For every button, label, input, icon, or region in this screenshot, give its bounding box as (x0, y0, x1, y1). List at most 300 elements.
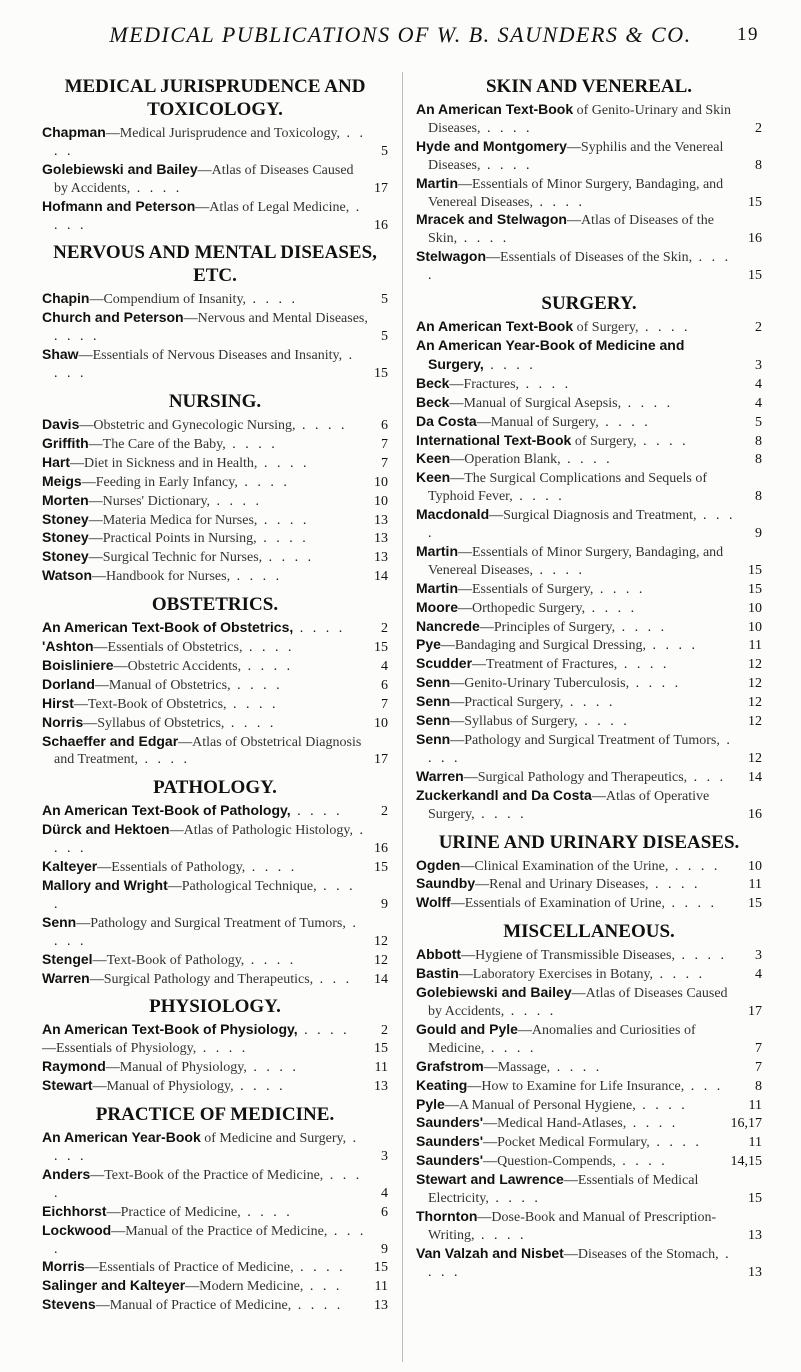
entry-page-number: 15 (374, 640, 388, 656)
catalog-entry: Keen—The Surgical Complications and Sequels of Typhoid Fever, . . . . 8 (416, 469, 762, 505)
entry-page-number: 14 (748, 769, 762, 785)
catalog-entry: Thornton—Dose-Book and Manual of Prescription-Writing, . . . . 13 (416, 1207, 762, 1243)
entry-author: Gould and Pyle (416, 1020, 518, 1037)
entry-author: Senn (416, 674, 451, 691)
entry-title: Pathology and Surgical Treatment of Tumors, (90, 915, 346, 931)
entry-author: 'Ashton (42, 638, 94, 655)
entry-title: Text-Book of Obstetrics, (87, 696, 227, 712)
entry-page-number: 7 (381, 696, 388, 712)
entry-title: of Medicine and Surgery, (204, 1131, 347, 1147)
entry-author: Senn (416, 731, 451, 747)
entry-page-number: 17 (374, 752, 388, 768)
entry-title: Operation Blank, (464, 452, 561, 468)
entry-author: Salinger and Kalteyer (42, 1277, 186, 1294)
catalog-entry: Dorland—Manual of Obstetrics, . . . . 6 (42, 675, 388, 693)
entry-title: Modern Medicine, (199, 1279, 304, 1295)
entry-page-number: 13 (374, 531, 388, 547)
entry-author: Senn (416, 693, 451, 710)
entry-author: Martin (416, 542, 458, 559)
catalog-entry: Senn—Syllabus of Surgery, . . . . 12 (416, 712, 762, 730)
catalog-entry: Watson—Handbook for Nurses, . . . . 14 (42, 567, 388, 585)
entry-title: Practical Points in Nursing, (102, 531, 257, 547)
entry-page-number: 12 (748, 750, 762, 766)
catalog-entry: Stoney—Surgical Technic for Nurses, . . . . 13 (42, 548, 388, 566)
catalog-entry: Wolff—Essentials of Examination of Urine, . . . . 15 (416, 894, 762, 912)
entry-page-number: 4 (755, 967, 762, 983)
entry-author: Saunders' (416, 1114, 484, 1131)
catalog-entry: Hart—Diet in Sickness and in Health, . . . . 7 (42, 453, 388, 471)
entry-author: Stevens (42, 1296, 96, 1313)
entry-title: Genito-Urinary Tuberculosis, (464, 676, 630, 692)
catalog-entry: An American Text-Book of Pathology, . . . . 2 (42, 802, 388, 820)
entry-page-number: 7 (381, 436, 388, 452)
entry-title: Diseases of the Stomach, (577, 1246, 719, 1262)
entry-title: Pathological Technique, (181, 879, 317, 894)
entry-page-number: 9 (381, 1241, 388, 1257)
entry-title: Manual of Physiology, (119, 1060, 247, 1076)
entry-title: Bandaging and Surgical Dressing, (454, 638, 646, 654)
catalog-entry: Salinger and Kalteyer—Modern Medicine, . . . 11 (42, 1277, 388, 1295)
catalog-entry: —Essentials of Physiology, . . . . 15 (42, 1041, 388, 1057)
entry-title: Text-Book of the Practice of Medicine, (104, 1167, 324, 1183)
entry-title: Practical Surgery, (464, 695, 564, 711)
entry-title: Essentials of Examination of Urine, (464, 896, 665, 912)
entry-page-number: 4 (755, 376, 762, 392)
entry-title: Obstetric Accidents, (127, 658, 242, 674)
entry-title: Essentials of Nervous Diseases and Insanity, (92, 348, 343, 364)
entry-title: Surgical Pathology and Therapeutics, (103, 971, 314, 987)
entry-page-number: 7 (381, 455, 388, 471)
entry-page-number: 15 (748, 581, 762, 597)
entry-page-number: 5 (755, 414, 762, 430)
entry-title: Principles of Surgery, (493, 619, 616, 635)
entry-author: Dorland (42, 675, 95, 692)
entry-author: Watson (42, 567, 93, 584)
catalog-entry: An American Text-Book of Surgery, . . . . 2 (416, 318, 762, 336)
entry-author: Stoney (42, 510, 89, 527)
entry-page-number: 10 (374, 474, 388, 490)
entry-author: Anders (42, 1165, 91, 1182)
entry-page-number: 3 (381, 1148, 388, 1164)
catalog-entry: Martin—Essentials of Minor Surgery, Bandaging, and Venereal Diseases, . . . . 15 (416, 542, 762, 578)
entry-page-number: 15 (748, 896, 762, 912)
entry-author: Saundby (416, 875, 476, 892)
catalog-entry: Senn—Pathology and Surgical Treatment of Tumors, . . . . 12 (42, 913, 388, 949)
catalog-entry: Senn—Genito-Urinary Tuberculosis, . . . . 12 (416, 674, 762, 692)
entry-author: Golebiewski and Bailey (42, 160, 198, 177)
entry-page-number: 2 (381, 804, 388, 820)
entry-title: A Manual of Personal Hygiene, (458, 1097, 636, 1113)
entry-author: An American Year-Book of Medicine and Surgery, (416, 336, 685, 372)
entry-title: Pathology and Surgical Treatment of Tumors, (464, 733, 720, 748)
entry-page-number: 2 (381, 621, 388, 637)
entry-title: Essentials of Practice of Medicine, (98, 1260, 294, 1276)
entry-title: Essentials of Minor Surgery, Bandaging, and Venereal Diseases, (428, 176, 724, 210)
entry-page-number: 16 (748, 806, 762, 822)
entry-title: Manual of Practice of Medicine, (109, 1298, 292, 1314)
catalog-entry: Stewart—Manual of Physiology, . . . . 13 (42, 1077, 388, 1095)
entry-author: Pye (416, 636, 441, 653)
entry-author: Stelwagon (416, 248, 487, 265)
catalog-entry: Morten—Nurses' Dictionary, . . . . 10 (42, 491, 388, 509)
entry-page-number: 11 (748, 1135, 762, 1151)
entry-author: Hyde and Montgomery (416, 137, 567, 154)
entry-title: Manual of Obstetrics, (108, 677, 231, 693)
entry-page-number: 14 (374, 971, 388, 987)
page-number: 19 (737, 24, 759, 45)
entry-title: Anomalies and Curiosities of Medicine, (428, 1022, 696, 1056)
entry-author: Stoney (42, 548, 89, 565)
entry-author: Norris (42, 713, 84, 730)
catalog-entry: Schaeffer and Edgar—Atlas of Obstetrical Diagnosis and Treatment, . . . . 17 (42, 732, 388, 768)
catalog-entry: Gould and Pyle—Anomalies and Curiosities of Medicine, . . . . 7 (416, 1020, 762, 1056)
catalog-entry: Raymond—Manual of Physiology, . . . . 11 (42, 1058, 388, 1076)
left-column (42, 68, 388, 1315)
entry-author: Senn (42, 913, 77, 930)
catalog-entry: Senn—Practical Surgery, . . . . 12 (416, 693, 762, 711)
catalog-entry: Stewart and Lawrence—Essentials of Medical Electricity, . . . . 15 (416, 1171, 762, 1207)
entry-title: Renal and Urinary Diseases, (489, 877, 649, 893)
entry-author: An American Text-Book of Obstetrics, (42, 619, 294, 636)
entry-author: Ogden (416, 856, 461, 873)
entry-author: Boisliniere (42, 656, 114, 673)
entry-title: Essentials of Obstetrics, (107, 640, 243, 656)
entry-title: Syllabus of Surgery, (464, 714, 578, 730)
entry-author: Keen (416, 469, 451, 486)
catalog-entry: Warren—Surgical Pathology and Therapeutics, . . . 14 (42, 969, 388, 987)
entry-author: Zuckerkandl and Da Costa (416, 786, 592, 803)
entry-title: Treatment of Fractures, (486, 657, 618, 673)
catalog-entry: Stengel—Text-Book of Pathology, . . . . 12 (42, 950, 388, 968)
entry-page-number: 8 (755, 157, 762, 173)
catalog-entry: Keating—How to Examine for Life Insurance, . . . 8 (416, 1076, 762, 1094)
entry-title: Atlas of Pathologic Histology, (183, 823, 354, 839)
entry-title: Materia Medica for Nurses, (102, 512, 258, 528)
catalog-entry: Zuckerkandl and Da Costa—Atlas of Operative Surgery, . . . . 16 (416, 786, 762, 822)
entry-title: Practice of Medicine, (120, 1204, 241, 1220)
entry-author: Eichhorst (42, 1202, 107, 1219)
entry-title: Diet in Sickness and in Health, (84, 455, 258, 471)
entry-page-number: 2 (755, 320, 762, 336)
entry-title: Text-Book of Pathology, (106, 952, 245, 968)
section-heading: PATHOLOGY. (153, 777, 277, 799)
catalog-entry: International Text-Book of Surgery, . . . . 8 (416, 431, 762, 449)
entry-title: Syllabus of Obstetrics, (97, 715, 225, 731)
entry-title: Essentials of Pathology, (111, 860, 246, 876)
entry-page-number: 14,15 (730, 1154, 762, 1170)
entry-title: of Surgery, (574, 433, 637, 449)
catalog-entry: Griffith—The Care of the Baby, . . . . 7 (42, 434, 388, 452)
entry-title: Atlas of Obstetrical Diagnosis and Treatment, (54, 734, 362, 768)
entry-title: Surgical Diagnosis and Treatment, (503, 508, 697, 524)
entry-page-number: 10 (374, 493, 388, 509)
entry-author: An American Text-Book (416, 101, 574, 117)
entry-author: Pyle (416, 1095, 445, 1112)
catalog-entry: An American Text-Book of Obstetrics, . . . . 2 (42, 619, 388, 637)
entry-title: Nurses' Dictionary, (102, 493, 211, 509)
catalog-entry: Norris—Syllabus of Obstetrics, . . . . 10 (42, 713, 388, 731)
catalog-entry: Martin—Essentials of Surgery, . . . . 15 (416, 579, 762, 597)
entry-page-number: 12 (374, 952, 388, 968)
entry-page-number: 12 (748, 676, 762, 692)
entry-author: Davis (42, 415, 80, 432)
entry-page-number: 11 (748, 877, 762, 893)
catalog-entry: Beck—Fractures, . . . . 4 (416, 374, 762, 392)
catalog-entry: Beck—Manual of Surgical Asepsis, . . . . 4 (416, 393, 762, 411)
entry-page-number: 15 (374, 366, 388, 382)
entry-title: Compendium of Insanity, (103, 292, 247, 308)
catalog-entry: An American Text-Book of Physiology, . . . . 2 (42, 1021, 388, 1039)
entry-title: The Care of the Baby, (102, 436, 226, 452)
catalog-entry: Moore—Orthopedic Surgery, . . . . 10 (416, 598, 762, 616)
entry-author: Thornton (416, 1207, 478, 1224)
entry-title: Essentials of Diseases of the Skin, (500, 250, 693, 266)
entry-author: Warren (42, 969, 90, 986)
entry-title: Massage, (497, 1059, 551, 1075)
entry-title: Dose-Book and Manual of Prescription-Writing, (428, 1209, 717, 1243)
entry-author: An American Text-Book (416, 318, 574, 335)
entry-page-number: 10 (374, 715, 388, 731)
entry-page-number: 16 (374, 217, 388, 233)
entry-page-number: 5 (381, 329, 388, 345)
entry-page-number: 15 (374, 1041, 388, 1057)
entry-title: Manual of Physiology, (106, 1079, 234, 1095)
entry-author: Raymond (42, 1058, 106, 1075)
entry-page-number: 13 (748, 1264, 762, 1280)
entry-page-number: 11 (374, 1060, 388, 1076)
entry-author: Macdonald (416, 506, 490, 523)
entry-author: Hirst (42, 694, 74, 711)
catalog-entry: Hofmann and Peterson—Atlas of Legal Medicine, . . . . 16 (42, 197, 388, 233)
catalog-entry: Da Costa—Manual of Surgery, . . . . 5 (416, 412, 762, 430)
entry-page-number: 13 (748, 1227, 762, 1243)
entry-author: Wolff (416, 894, 451, 911)
right-column (416, 68, 762, 1282)
entry-page-number: 2 (381, 1023, 388, 1039)
catalog-entry: Keen—Operation Blank, . . . . 8 (416, 450, 762, 468)
catalog-entry: Stelwagon—Essentials of Diseases of the Skin, . . . . 15 (416, 248, 762, 284)
entry-page-number: 2 (755, 120, 762, 136)
entry-author: Stewart and Lawrence (416, 1171, 564, 1188)
catalog-entry: Macdonald—Surgical Diagnosis and Treatment, . . . . 9 (416, 506, 762, 542)
entry-page-number: 4 (381, 658, 388, 674)
entry-page-number: 6 (381, 677, 388, 693)
entry-author: Mallory and Wright (42, 877, 168, 893)
catalog-entry: Grafstrom—Massage, . . . . 7 (416, 1057, 762, 1075)
entry-page-number: 15 (374, 860, 388, 876)
entry-page-number: 7 (755, 1059, 762, 1075)
catalog-entry: Church and Peterson—Nervous and Mental Diseases, . . . . 5 (42, 309, 388, 345)
entry-author: International Text-Book (416, 431, 572, 448)
entry-title: How to Examine for Life Insurance, (481, 1078, 685, 1094)
entry-page-number: 12 (374, 933, 388, 949)
entry-title: Essentials of Surgery, (472, 581, 594, 597)
entry-author: Martin (416, 579, 458, 596)
entry-author: An American Text-Book of Pathology, (42, 802, 291, 819)
entry-title: Obstetric and Gynecologic Nursing, (93, 417, 296, 433)
entry-title: Atlas of Operative Surgery, (428, 788, 710, 822)
catalog-entry: Stoney—Practical Points in Nursing, . . . . 13 (42, 529, 388, 547)
catalog-entry: An American Year-Book of Medicine and Surgery, . . . . 3 (42, 1129, 388, 1164)
catalog-entry: Hyde and Montgomery—Syphilis and the Venereal Diseases, . . . . 8 (416, 137, 762, 173)
entry-author: Chapin (42, 290, 90, 307)
entry-page-number: 13 (374, 1298, 388, 1314)
header-title: MEDICAL PUBLICATIONS OF W. B. SAUNDERS & CO. (109, 22, 692, 47)
entry-page-number: 8 (755, 1078, 762, 1094)
catalog-entry: Saunders'—Question-Compends, . . . . 14,15 (416, 1152, 762, 1170)
entry-page-number: 4 (755, 395, 762, 411)
entry-author: Keen (416, 450, 451, 467)
entry-author: An American Text-Book of Physiology, (42, 1021, 298, 1038)
entry-author: Senn (416, 712, 451, 729)
entry-page-number: 11 (374, 1279, 388, 1295)
section-heading: OBSTETRICS. (151, 594, 279, 616)
entry-author: Beck (416, 393, 450, 410)
entry-author: Bastin (416, 965, 459, 982)
catalog-entry: Meigs—Feeding in Early Infancy, . . . . 10 (42, 472, 388, 490)
catalog-entry: Kalteyer—Essentials of Pathology, . . . . 15 (42, 858, 388, 876)
section-heading: PHYSIOLOGY. (149, 996, 281, 1018)
entry-author: Grafstrom (416, 1057, 484, 1074)
entry-page-number: 8 (755, 489, 762, 505)
entry-title: Nervous and Mental Diseases, (197, 311, 368, 327)
entry-title: Essentials of Medical Electricity, (428, 1173, 699, 1207)
entry-author: Stengel (42, 950, 93, 967)
entry-author: Shaw (42, 346, 79, 363)
section-heading: NERVOUS AND MENTAL DISEASES, ETC. (53, 242, 377, 287)
entry-author: Church and Peterson (42, 309, 184, 326)
entry-title: Surgical Technic for Nurses, (102, 550, 263, 566)
section-heading: SKIN AND VENEREAL. (485, 76, 693, 97)
entry-author: Golebiewski and Bailey (416, 984, 572, 1001)
entry-page-number: 4 (381, 1185, 388, 1201)
entry-page-number: 6 (381, 417, 388, 433)
entry-page-number: 17 (374, 180, 388, 196)
catalog-entry: Bastin—Laboratory Exercises in Botany, . . . . 4 (416, 965, 762, 983)
entry-page-number: 11 (748, 1097, 762, 1113)
entry-page-number: 5 (381, 292, 388, 308)
entry-title: Medical Hand-Atlases, (497, 1116, 627, 1132)
catalog-entry: Stevens—Manual of Practice of Medicine, . . . . 13 (42, 1296, 388, 1314)
catalog-entry: Abbott—Hygiene of Transmissible Diseases, . . . . 3 (416, 946, 762, 964)
entry-page-number: 15 (748, 268, 762, 284)
entry-title: Essentials of Minor Surgery, Bandaging, and Venereal Diseases, (428, 544, 724, 578)
running-header (0, 22, 801, 48)
catalog-entry: Warren—Surgical Pathology and Therapeutics, . . . 14 (416, 767, 762, 785)
entry-page-number: 9 (755, 526, 762, 542)
section-heading: NURSING. (168, 390, 262, 412)
catalog-entry: Saunders'—Pocket Medical Formulary, . . . . 11 (416, 1133, 762, 1151)
entry-author: Nancrede (416, 617, 480, 634)
entry-author: Lockwood (42, 1221, 112, 1238)
catalog-entry: Pyle—A Manual of Personal Hygiene, . . . . 11 (416, 1095, 762, 1113)
entry-title: Fractures, (463, 376, 520, 392)
catalog-entry: Saundby—Renal and Urinary Diseases, . . . . 11 (416, 875, 762, 893)
entry-author: Dürck and Hektoen (42, 821, 170, 838)
entry-page-number: 8 (755, 433, 762, 449)
entry-page-number: 12 (748, 714, 762, 730)
entry-page-number: 8 (755, 452, 762, 468)
entry-author: Hofmann and Peterson (42, 197, 196, 214)
entry-title: Atlas of Diseases of the Skin, (428, 213, 714, 247)
entry-page-number: 12 (748, 695, 762, 711)
entry-author: Saunders' (416, 1133, 484, 1150)
entry-page-number: 10 (748, 858, 762, 874)
entry-author: Beck (416, 374, 450, 391)
entry-title: Atlas of Diseases Caused by Accidents, (428, 986, 728, 1019)
catalog-entry: Van Valzah and Nisbet—Diseases of the Stomach, . . . . 13 (416, 1244, 762, 1280)
section-heading: PRACTICE OF MEDICINE. (95, 1104, 335, 1126)
catalog-entry: Morris—Essentials of Practice of Medicine, . . . . 15 (42, 1258, 388, 1276)
catalog-entry: Anders—Text-Book of the Practice of Medicine, . . . . 4 (42, 1165, 388, 1201)
entry-page-number: 12 (748, 657, 762, 673)
entry-title: Laboratory Exercises in Botany, (472, 967, 654, 983)
entry-page-number: 9 (381, 896, 388, 912)
catalog-entry: Chapman—Medical Jurisprudence and Toxicology, . . . . 5 (42, 124, 388, 159)
entry-page-number: 15 (748, 562, 762, 578)
section-heading: URINE AND URINARY DISEASES. (438, 831, 740, 853)
section-heading: MEDICAL JURISPRUDENCE AND TOXICOLOGY. (64, 76, 366, 120)
catalog-entry: Pye—Bandaging and Surgical Dressing, . . . . 11 (416, 636, 762, 654)
catalog-entry: Shaw—Essentials of Nervous Diseases and Insanity, . . . . 15 (42, 346, 388, 382)
catalog-entry: Lockwood—Manual of the Practice of Medicine, . . . . 9 (42, 1221, 388, 1257)
entry-author: Mracek and Stelwagon (416, 211, 567, 228)
catalog-entry: Hirst—Text-Book of Obstetrics, . . . . 7 (42, 694, 388, 712)
catalog-entry: Scudder—Treatment of Fractures, . . . . 12 (416, 655, 762, 673)
catalog-entry: Eichhorst—Practice of Medicine, . . . . 6 (42, 1202, 388, 1220)
entry-author: Da Costa (416, 412, 477, 429)
entry-author: Morris (42, 1258, 85, 1275)
catalog-entry: Mallory and Wright—Pathological Technique, . . . . 9 (42, 877, 388, 912)
entry-author: Stewart (42, 1077, 93, 1094)
entry-title: Essentials of Physiology, (56, 1041, 197, 1057)
entry-author: Griffith (42, 434, 89, 451)
entry-author: Kalteyer (42, 858, 98, 875)
catalog-entry: 'Ashton—Essentials of Obstetrics, . . . . 15 (42, 638, 388, 656)
entry-page-number: 16 (374, 841, 388, 857)
entry-page-number: 16 (748, 231, 762, 247)
entry-title: Syphilis and the Venereal Diseases, (428, 139, 724, 173)
catalog-entry: Ogden—Clinical Examination of the Urine, . . . . 10 (416, 856, 762, 874)
entry-title: Feeding in Early Infancy, (95, 474, 238, 490)
catalog-entry: Chapin—Compendium of Insanity, . . . . 5 (42, 290, 388, 308)
entry-author: Meigs (42, 472, 82, 489)
entry-author: Saunders' (416, 1152, 484, 1169)
entry-page-number: 13 (374, 512, 388, 528)
entry-page-number: 3 (755, 357, 762, 373)
catalog-entry: Nancrede—Principles of Surgery, . . . . 10 (416, 617, 762, 635)
catalog-entry: Golebiewski and Bailey—Atlas of Diseases Caused by Accidents, . . . . 17 (42, 160, 388, 196)
entry-title: of Surgery, (576, 320, 639, 336)
entry-page-number: 16,17 (730, 1116, 762, 1132)
entry-title: Manual of Surgery, (490, 414, 599, 430)
entry-page-number: 5 (381, 143, 388, 159)
catalog-entry: Martin—Essentials of Minor Surgery, Bandaging, and Venereal Diseases, . . . . 15 (416, 174, 762, 210)
entry-author: Warren (416, 767, 464, 784)
column-divider (402, 72, 403, 1362)
catalog-entry: An American Text-Book of Genito-Urinary and Skin Diseases, . . . . 2 (416, 101, 762, 136)
entry-author: Chapman (42, 124, 106, 140)
catalog-entry: An American Year-Book of Medicine and Surgery, . . . . 3 (416, 336, 762, 373)
entry-page-number: 17 (748, 1003, 762, 1019)
entry-title: Clinical Examination of the Urine, (474, 858, 669, 874)
entry-title: Handbook for Nurses, (106, 569, 231, 585)
entry-title: Manual of the Practice of Medicine, (125, 1223, 328, 1239)
entry-page-number: 10 (748, 619, 762, 635)
entry-page-number: 14 (374, 569, 388, 585)
catalog-entry: Saunders'—Medical Hand-Atlases, . . . . 16,17 (416, 1114, 762, 1132)
entry-page-number: 10 (748, 600, 762, 616)
